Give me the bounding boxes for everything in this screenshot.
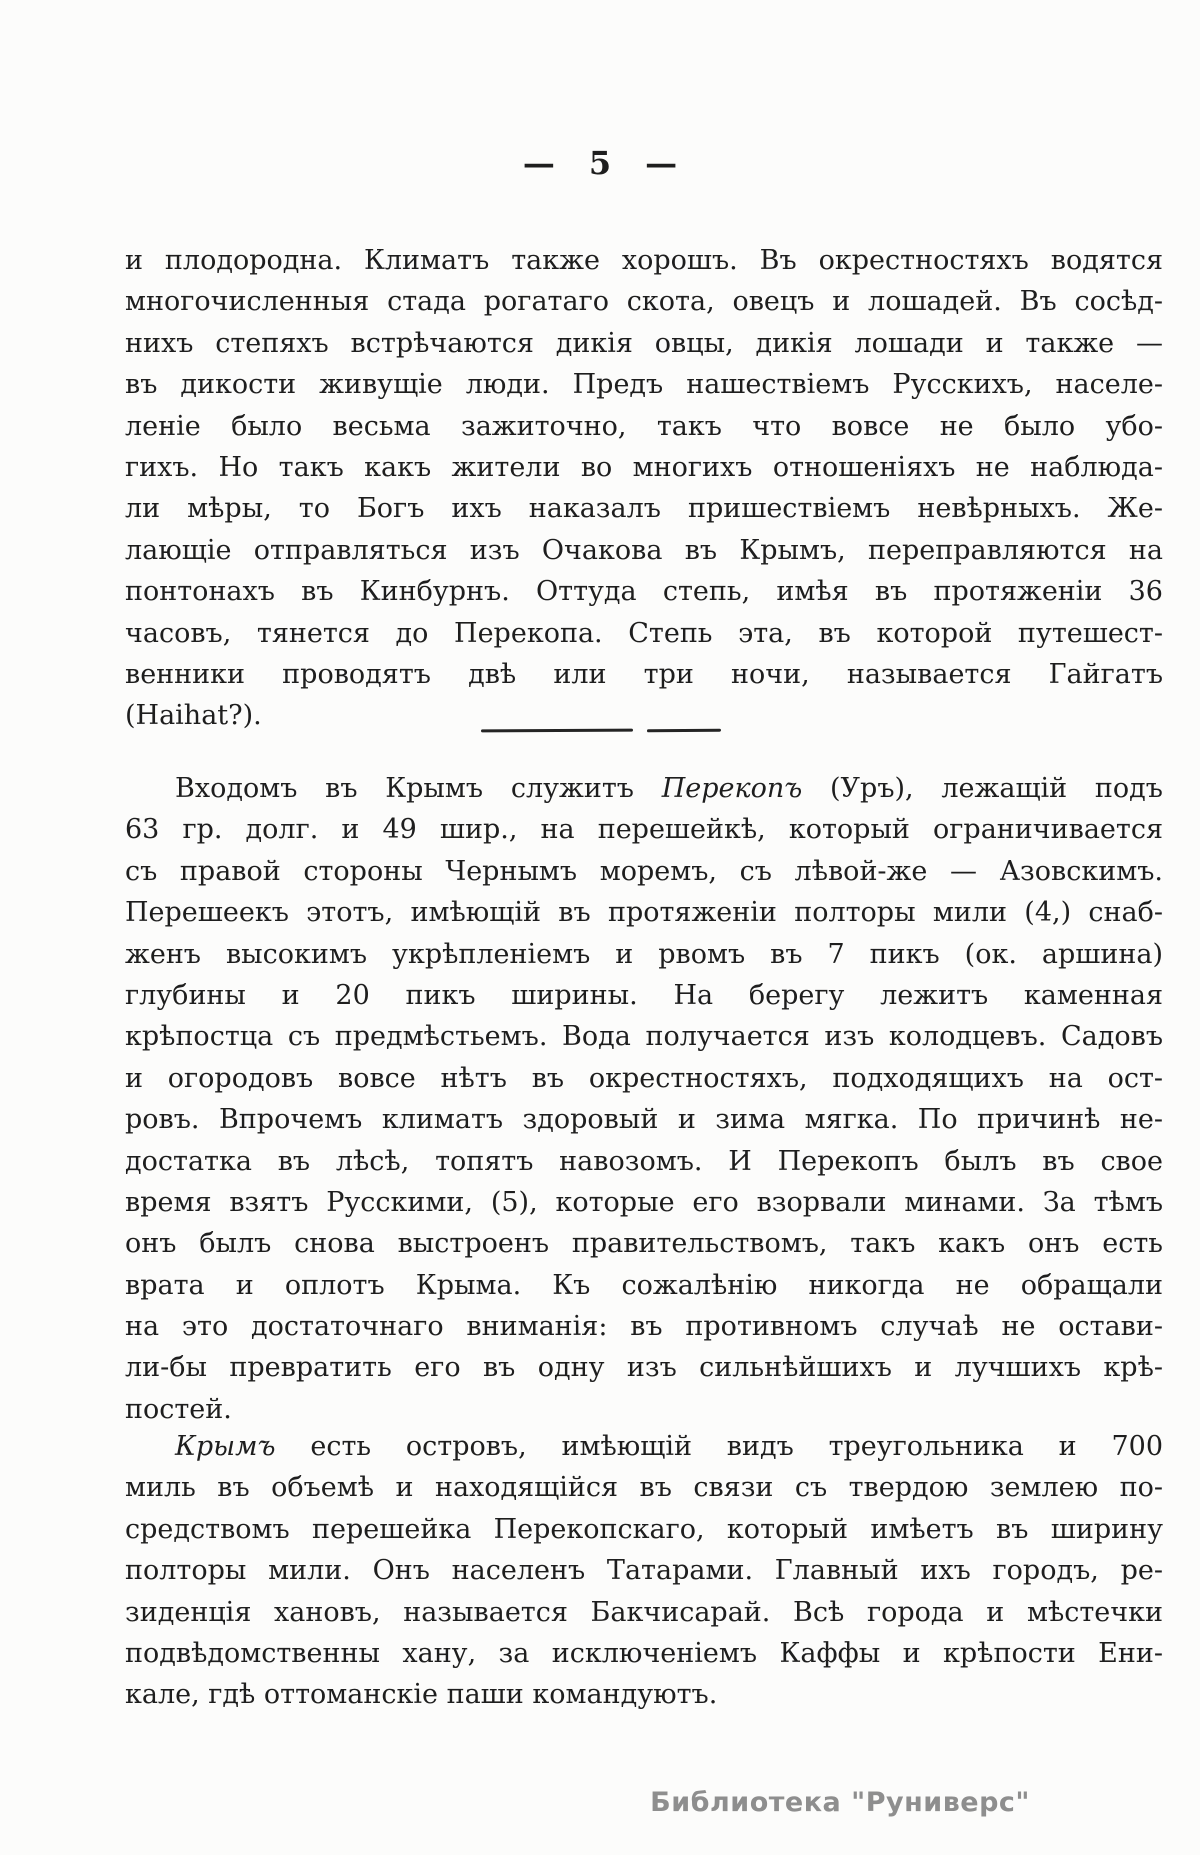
watermark: Библиотека "Руниверс" (650, 1787, 1030, 1818)
text-line (125, 934, 1163, 975)
text-line (125, 1141, 1163, 1182)
text-segment: онъ былъ снова выстроенъ правительствомъ, такъ какъ онъ есть (125, 1228, 1163, 1260)
text-line (125, 571, 1163, 612)
text-line (125, 975, 1163, 1016)
italic-term: Крымъ (175, 1431, 276, 1462)
text-segment: подвѣдомственны хану, за исключеніемъ Каффы и крѣпости Ени- (125, 1637, 1163, 1669)
text-segment: время взятъ Русскими, (5), которые его взорвали минами. За тѣмъ (125, 1186, 1163, 1218)
text-segment: средствомъ перешейка Перекопскаго, который имѣетъ въ ширину (125, 1513, 1163, 1545)
text-line (125, 323, 1163, 364)
text-segment: крѣпостца съ предмѣстьемъ. Вода получается изъ колодцевъ. Садовъ (125, 1021, 1163, 1053)
text-segment: постей. (125, 1393, 232, 1425)
text-line (125, 1347, 1163, 1388)
text-line (125, 851, 1163, 892)
text-segment: (Уръ), лежащій подъ (802, 773, 1163, 804)
text-segment: врата и оплотъ Крыма. Къ сожалѣнію никогда не обращали (125, 1269, 1163, 1301)
section-divider (481, 729, 723, 733)
text-segment: и огородовъ вовсе нѣтъ въ окрестностяхъ, подходящихъ на ост- (125, 1062, 1163, 1094)
text-segment: гихъ. Но такъ какъ жители во многихъ отношеніяхъ не наблюда- (125, 451, 1163, 483)
paragraph-3 (125, 1426, 1163, 1716)
page-number: 5 (588, 144, 612, 182)
text-line (125, 1426, 1163, 1467)
text-segment: венники проводятъ двѣ или три ночи, называется Гайгатъ (125, 658, 1163, 690)
text-line (125, 281, 1163, 322)
text-segment: лающіе отправляться изъ Очакова въ Крымъ, переправляются на (125, 534, 1163, 566)
text-line (125, 1509, 1163, 1550)
text-line (125, 1674, 1163, 1715)
text-line (125, 1592, 1163, 1633)
text-segment: женъ высокимъ укрѣпленіемъ и рвомъ въ 7 пикъ (ок. аршина) (125, 938, 1163, 970)
text-line (125, 1467, 1163, 1508)
text-line (125, 809, 1163, 850)
text-segment: на это достаточнаго вниманія: въ противномъ случаѣ не остави- (125, 1311, 1163, 1343)
text-line (125, 768, 1163, 809)
text-segment: съ правой стороны Чернымъ моремъ, съ лѣвой-же — Азовскимъ. (125, 855, 1163, 887)
text-segment: въ дикости живущіе люди. Предъ нашествіемъ Русскихъ, населе- (125, 369, 1163, 401)
text-segment: кале, гдѣ оттоманскіе паши командуютъ. (125, 1679, 718, 1711)
page-header (0, 144, 1200, 182)
text-segment: ли-бы превратить его въ одну изъ сильнѣйшихъ и лучшихъ крѣ- (125, 1352, 1163, 1384)
text-line (125, 488, 1163, 529)
text-line (125, 1099, 1163, 1140)
text-segment: (Haihat?). (125, 700, 262, 732)
paragraph-1 (125, 240, 1163, 737)
text-line (125, 1389, 1163, 1430)
text-segment: глубины и 20 пикъ ширины. На берегу лежитъ каменная (125, 979, 1163, 1011)
text-segment: понтонахъ въ Кинбурнъ. Оттуда степь, имѣя въ протяженіи 36 (125, 576, 1163, 608)
text-line (125, 447, 1163, 488)
divider-segment-left (481, 729, 633, 733)
text-line (125, 1223, 1163, 1264)
text-line (125, 1633, 1163, 1674)
text-segment: зиденція хановъ, называется Бакчисарай. Всѣ города и мѣстечки (125, 1596, 1163, 1628)
text-segment: достатка въ лѣсѣ, топятъ навозомъ. И Перекопъ былъ въ свое (125, 1145, 1163, 1177)
text-segment: и плодородна. Климатъ также хорошъ. Въ окрестностяхъ водятся (125, 245, 1163, 276)
header-dash-left: — (522, 144, 555, 182)
text-line (125, 406, 1163, 447)
text-segment: полторы мили. Онъ населенъ Татарами. Главный ихъ городъ, ре- (125, 1555, 1163, 1587)
text-line (125, 613, 1163, 654)
text-line (125, 1550, 1163, 1591)
text-segment: Входомъ въ Крымъ служитъ (175, 773, 662, 804)
text-line (125, 1058, 1163, 1099)
text-segment: часовъ, тянется до Перекопа. Степь эта, въ которой путешест- (125, 617, 1163, 649)
text-line (125, 240, 1163, 281)
text-segment: 63 гр. долг. и 49 шир., на перешейкѣ, который ограничивается (125, 814, 1163, 846)
text-segment: миль въ объемѣ и находящійся въ связи съ твердою землею по- (125, 1472, 1163, 1504)
text-line (125, 654, 1163, 695)
text-line (125, 1306, 1163, 1347)
text-segment: ли мѣры, то Богъ ихъ наказалъ пришествіемъ невѣрныхъ. Же- (125, 493, 1163, 525)
text-line (125, 1265, 1163, 1306)
text-segment: нихъ степяхъ встрѣчаются дикія овцы, дикія лошади и также — (125, 327, 1163, 359)
italic-term: Перекопъ (661, 773, 803, 804)
header-dash-right: — (645, 144, 678, 182)
paragraph-2 (125, 768, 1163, 1430)
text-line (125, 1182, 1163, 1223)
text-line (125, 1016, 1163, 1057)
text-segment: Перешеекъ этотъ, имѣющій въ протяженіи полторы мили (4,) снаб- (125, 897, 1163, 929)
text-segment: леніе было весьма зажиточно, такъ что вовсе не было убо- (125, 410, 1163, 442)
text-segment: многочисленныя стада рогатаго скота, овецъ и лошадей. Въ сосѣд- (125, 286, 1163, 318)
text-segment: ровъ. Впрочемъ климатъ здоровый и зима мягка. По причинѣ не- (125, 1104, 1163, 1136)
divider-segment-right (647, 729, 721, 733)
text-line (125, 530, 1163, 571)
text-segment: есть островъ, имѣющій видъ треугольника и 700 (275, 1431, 1163, 1462)
text-line (125, 892, 1163, 933)
text-line (125, 364, 1163, 405)
